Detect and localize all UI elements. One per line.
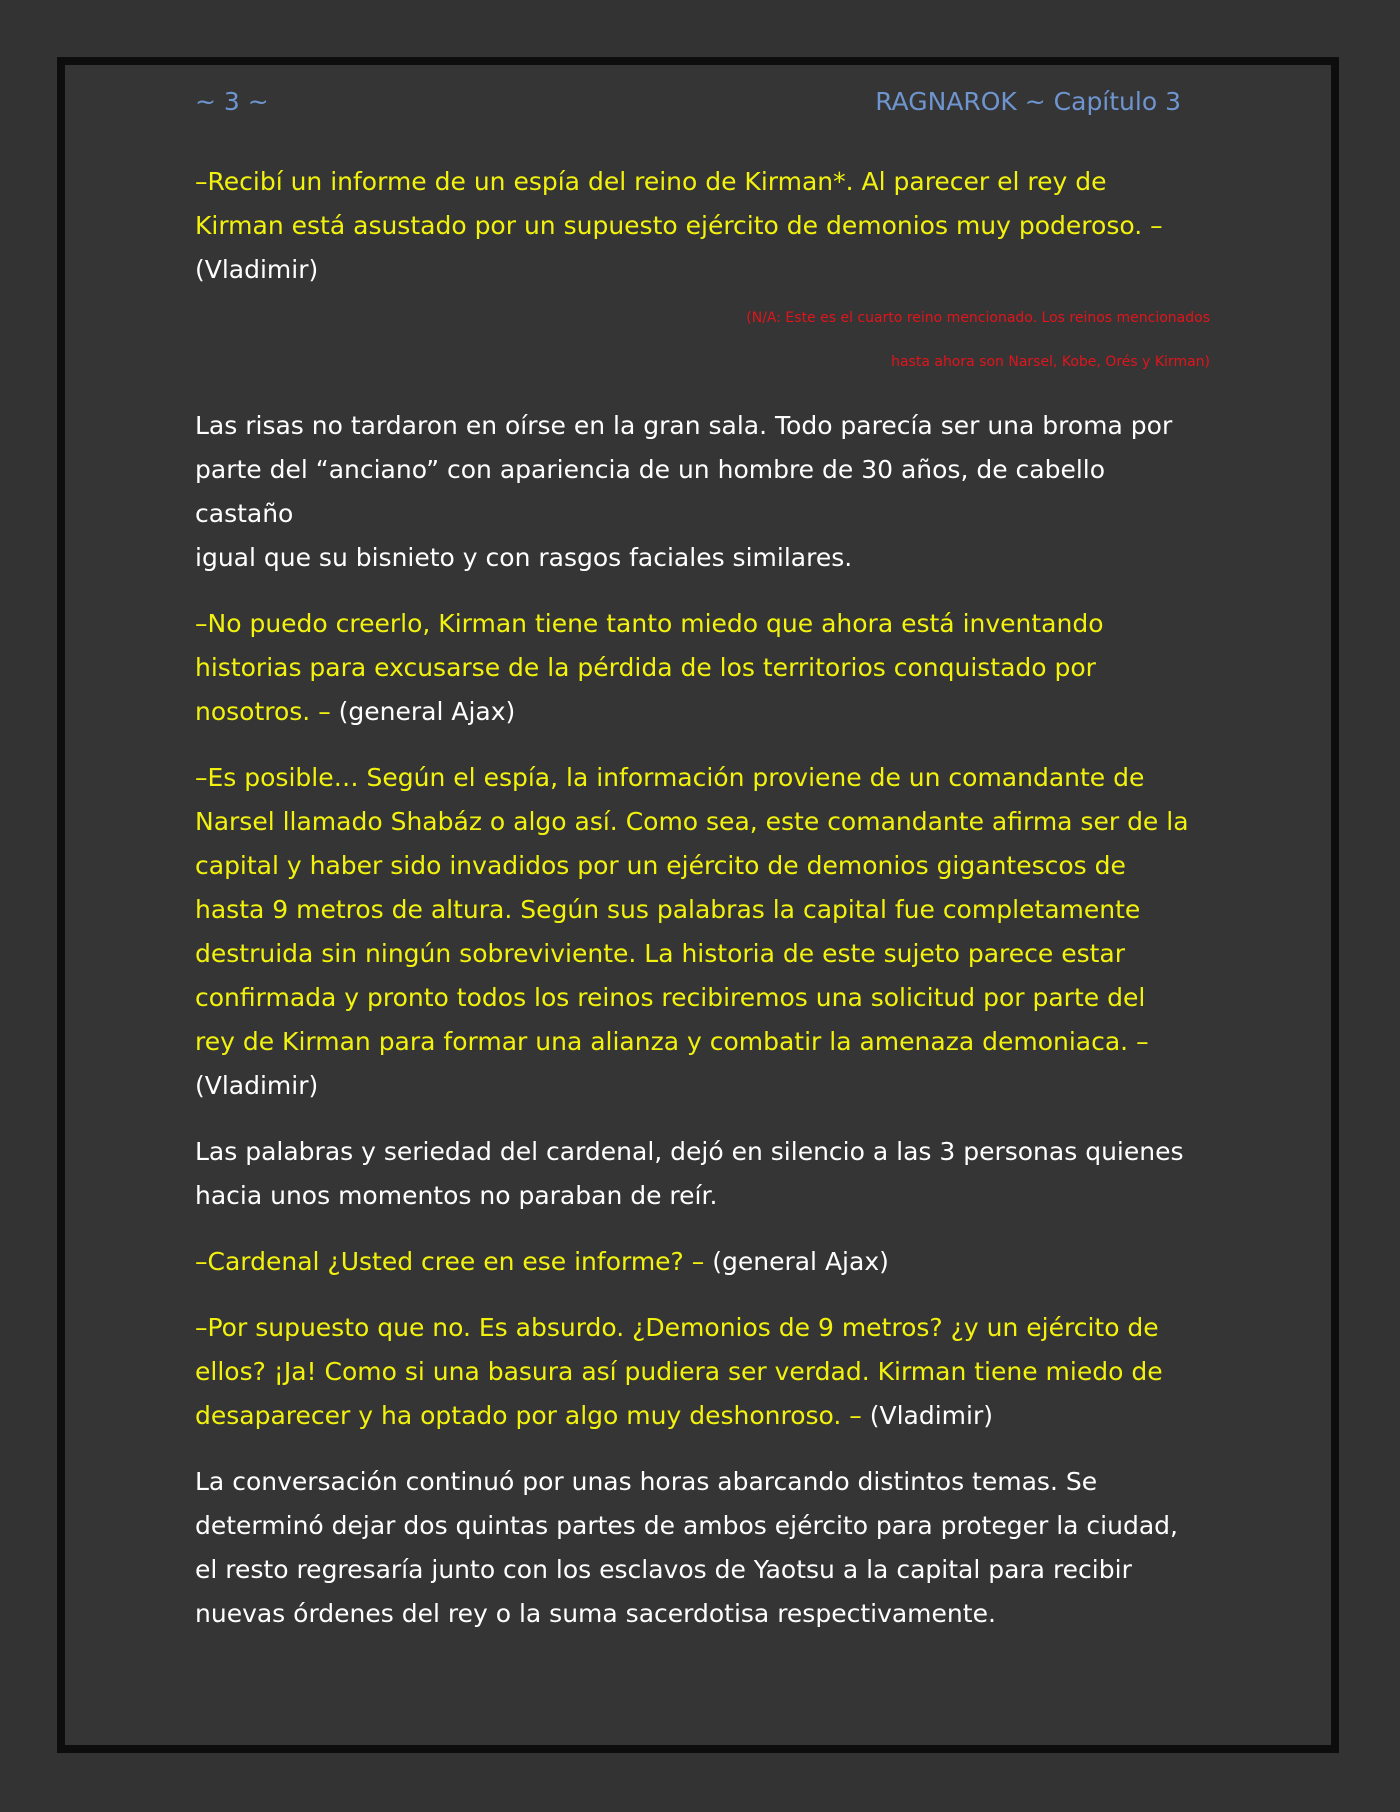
speaker-tag: (Vladimir): [195, 1071, 319, 1100]
dialogue-ajax: [195, 602, 1210, 734]
text-line: ellos? ¡Ja! Como si una basura así pudiera ser verdad. Kirman tiene miedo de: [195, 1357, 1163, 1386]
text-line: –Recibí un informe de un espía del reino de Kirman*. Al parecer el rey de: [195, 167, 1107, 196]
speaker-tag: (Vladimir): [195, 255, 319, 284]
dialogue-vladimir-spy: [195, 756, 1210, 1108]
text-line: historias para excusarse de la pérdida de los territorios conquistado por: [195, 653, 1096, 682]
page-number: ~ 3 ~: [195, 87, 269, 116]
text-line: –Cardenal ¿Usted cree en ese informe? –: [195, 1247, 705, 1276]
speaker-tag: (Vladimir): [861, 1401, 993, 1430]
note-line: (N/A: Este es el cuarto reino mencionado. Los reinos mencionados: [746, 310, 1210, 326]
text-line: hasta 9 metros de altura. Según sus palabras la capital fue completamente: [195, 895, 1141, 924]
text-line: el resto regresaría junto con los esclavos de Yaotsu a la capital para recibir: [195, 1555, 1132, 1584]
text-line: La conversación continuó por unas horas abarcando distintos temas. Se: [195, 1467, 1098, 1496]
text-line: parte del “anciano” con apariencia de un hombre de 30 años, de cabello castaño: [195, 455, 1106, 528]
dialogue-ajax-question: [195, 1240, 1210, 1284]
text-line: Las risas no tardaron en oírse en la gran sala. Todo parecía ser una broma por: [195, 411, 1173, 440]
text-line: –Por supuesto que no. Es absurdo. ¿Demonios de 9 metros? ¿y un ejército de: [195, 1313, 1159, 1342]
text-line: igual que su bisnieto y con rasgos faciales similares.: [195, 543, 853, 572]
text-line: nuevas órdenes del rey o la suma sacerdotisa respectivamente.: [195, 1599, 996, 1628]
narration-paragraph: [195, 1460, 1210, 1636]
text-line: hacia unos momentos no paraban de reír.: [195, 1181, 718, 1210]
text-line: desaparecer y ha optado por algo muy deshonroso. –: [195, 1401, 862, 1430]
text-line: nosotros. –: [195, 697, 331, 726]
text-line: capital y haber sido invadidos por un ejército de demonios gigantescos de: [195, 851, 1126, 880]
text-line: rey de Kirman para formar una alianza y combatir la amenaza demoniaca. –: [195, 1027, 1149, 1056]
text-line: determinó dejar dos quintas partes de ambos ejército para proteger la ciudad,: [195, 1511, 1178, 1540]
dialogue-vladimir-report: [195, 160, 1210, 292]
speaker-tag: (general Ajax): [330, 697, 516, 726]
text-line: destruida sin ningún sobreviviente. La historia de este sujeto parece estar: [195, 939, 1126, 968]
page-header: [195, 82, 1205, 122]
page-content: [195, 160, 1210, 1636]
text-line: Narsel llamado Shabáz o algo así. Como sea, este comandante afirma ser de la: [195, 807, 1189, 836]
running-title: RAGNAROK ~ Capítulo 3: [875, 87, 1181, 116]
narration-paragraph: [195, 1130, 1210, 1218]
note-line: hasta ahora son Narsel, Kobe, Orés y Kirman): [891, 354, 1210, 370]
text-line: –No puedo creerlo, Kirman tiene tanto miedo que ahora está inventando: [195, 609, 1104, 638]
author-note: [195, 296, 1210, 384]
narration-paragraph: [195, 404, 1210, 580]
speaker-tag: (general Ajax): [704, 1247, 889, 1276]
text-line: confirmada y pronto todos los reinos recibiremos una solicitud por parte del: [195, 983, 1146, 1012]
text-line: –Es posible… Según el espía, la información proviene de un comandante de: [195, 763, 1145, 792]
dialogue-vladimir-reply: [195, 1306, 1210, 1438]
text-line: Kirman está asustado por un supuesto ejército de demonios muy poderoso. –: [195, 211, 1163, 240]
text-line: Las palabras y seriedad del cardenal, dejó en silencio a las 3 personas quienes: [195, 1137, 1184, 1166]
